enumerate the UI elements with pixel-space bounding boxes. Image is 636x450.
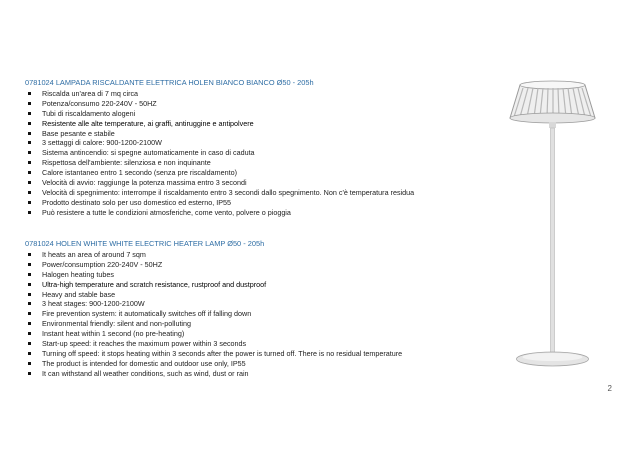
heater-lamp-image xyxy=(505,78,600,378)
bullet-icon xyxy=(28,132,31,135)
list-item: Base pesante e stabile xyxy=(25,129,495,139)
list-item: Rispettosa dell'ambiente: silenziosa e non inquinante xyxy=(25,158,495,168)
list-item: Velocità di avvio: raggiunge la potenza massima entro 3 secondi xyxy=(25,178,495,188)
english-section xyxy=(25,239,495,379)
bullet-icon xyxy=(28,201,31,204)
bullet-icon xyxy=(28,151,31,154)
bullet-icon xyxy=(28,141,31,144)
list-item: It can withstand all weather conditions, such as wind, dust or rain xyxy=(25,369,495,379)
bullet-icon xyxy=(28,122,31,125)
bullet-icon xyxy=(28,332,31,335)
list-item: Sistema antincendio: si spegne automaticamente in caso di caduta xyxy=(25,148,495,158)
bullet-icon xyxy=(28,102,31,105)
list-item: Environmental friendly: silent and non-polluting xyxy=(25,319,495,329)
italian-section xyxy=(25,78,495,218)
bullet-icon xyxy=(28,253,31,256)
bullet-icon xyxy=(28,171,31,174)
list-item: Heavy and stable base xyxy=(25,290,495,300)
list-item: Power/consumption 220-240V - 50HZ xyxy=(25,260,495,270)
list-item: Velocità di spegnimento: interrompe il riscaldamento entro 3 secondi dallo spegnimento. Non c'è temperatura residua xyxy=(25,188,495,198)
bullet-icon xyxy=(28,312,31,315)
italian-feature-list xyxy=(25,89,495,218)
list-item: The product is intended for domestic and outdoor use only, IP55 xyxy=(25,359,495,369)
bullet-icon xyxy=(28,112,31,115)
english-title: 0781024 HOLEN WHITE WHITE ELECTRIC HEATER LAMP Ø50 - 205h xyxy=(25,239,265,248)
bullet-icon xyxy=(28,362,31,365)
bullet-icon xyxy=(28,372,31,375)
list-item: Instant heat within 1 second (no pre-heating) xyxy=(25,329,495,339)
list-item: Resistente alle alte temperature, ai graffi, antiruggine e antipolvere xyxy=(25,119,495,129)
italian-title: 0781024 LAMPADA RISCALDANTE ELETTRICA HOLEN BIANCO BIANCO Ø50 - 205h xyxy=(25,78,314,87)
bullet-icon xyxy=(28,263,31,266)
bullet-icon xyxy=(28,342,31,345)
bullet-icon xyxy=(28,191,31,194)
list-item: Turning off speed: it stops heating within 3 seconds after the power is turned off. There is no residual temperature xyxy=(25,349,495,359)
list-item: 3 settaggi di calore: 900-1200-2100W xyxy=(25,138,495,148)
bullet-icon xyxy=(28,293,31,296)
list-item: Fire prevention system: it automatically switches off if falling down xyxy=(25,309,495,319)
list-item: Ultra-high temperature and scratch resistance, rustproof and dustproof xyxy=(25,280,495,290)
list-item: Potenza/consumo 220-240V - 50HZ xyxy=(25,99,495,109)
list-item: Start-up speed: it reaches the maximum power within 3 seconds xyxy=(25,339,495,349)
list-item: Riscalda un'area di 7 mq circa xyxy=(25,89,495,99)
bullet-icon xyxy=(28,161,31,164)
bullet-icon xyxy=(28,211,31,214)
bullet-icon xyxy=(28,273,31,276)
list-item: 3 heat stages: 900-1200-2100W xyxy=(25,299,495,309)
bullet-icon xyxy=(28,181,31,184)
list-item: Può resistere a tutte le condizioni atmosferiche, come vento, polvere o pioggia xyxy=(25,208,495,218)
list-item: Tubi di riscaldamento alogeni xyxy=(25,109,495,119)
bullet-icon xyxy=(28,322,31,325)
list-item: Calore istantaneo entro 1 secondo (senza pre riscaldamento) xyxy=(25,168,495,178)
bullet-icon xyxy=(28,283,31,286)
bullet-icon xyxy=(28,352,31,355)
bullet-icon xyxy=(28,302,31,305)
list-item: Halogen heating tubes xyxy=(25,270,495,280)
bullet-icon xyxy=(28,92,31,95)
page-number: 2 xyxy=(607,384,612,393)
list-item: Prodotto destinato solo per uso domestico ed esterno, IP55 xyxy=(25,198,495,208)
english-feature-list xyxy=(25,250,495,379)
list-item: It heats an area of around 7 sqm xyxy=(25,250,495,260)
